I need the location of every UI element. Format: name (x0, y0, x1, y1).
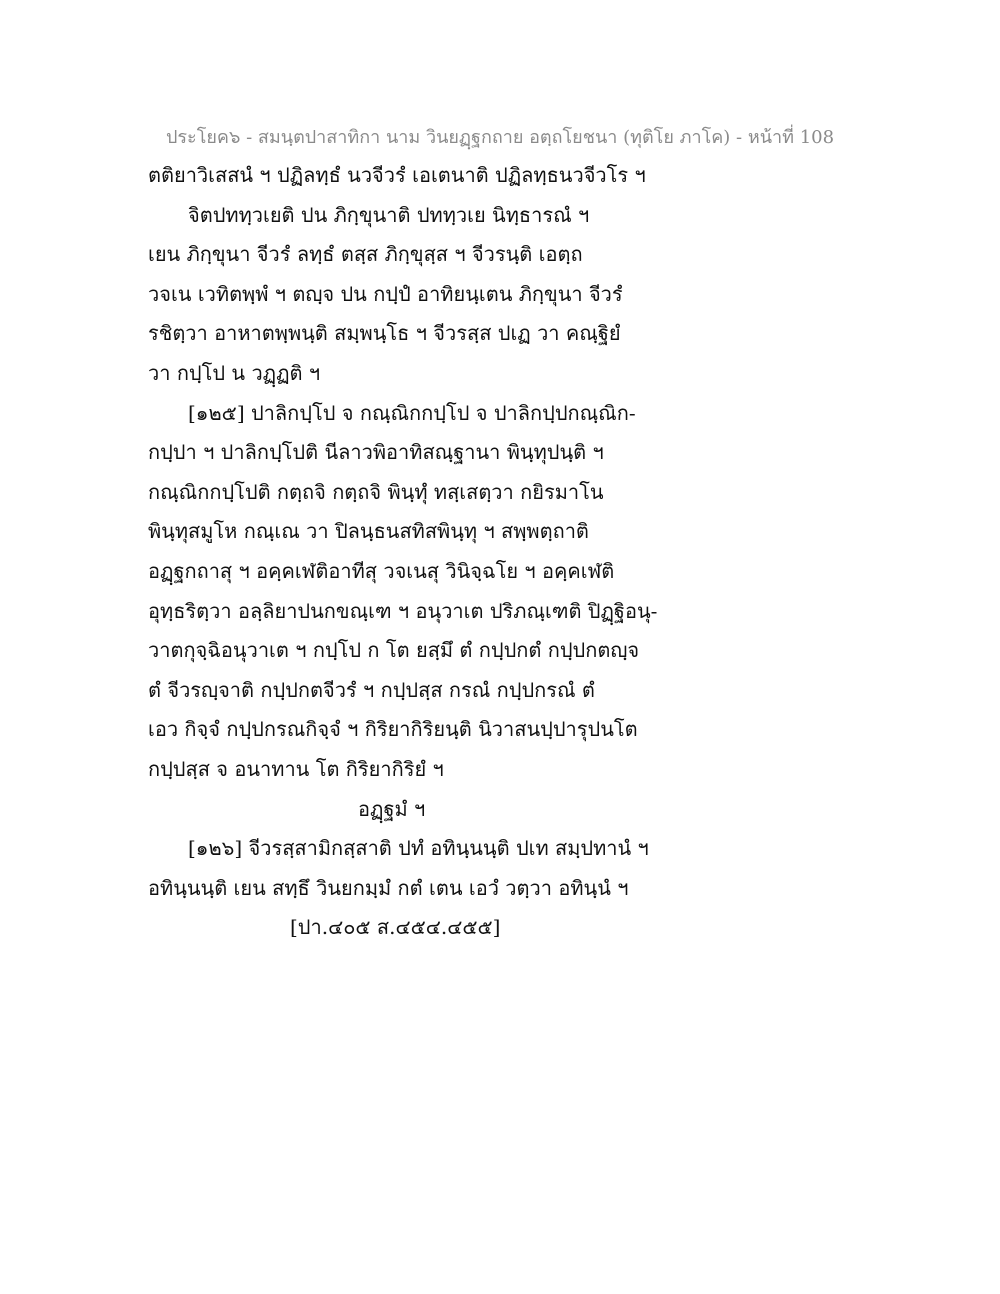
text-line: รชิตฺวา อาหาตพฺพนฺติ สมฺพนฺโธ ฯ จีวรสฺส ปเฏ วา คณฺฐิยํ (148, 321, 621, 346)
section-end-heading: อฏฺฐมํ ฯ (358, 796, 426, 821)
text-line: กปฺปา ฯ ปาลิกปฺโปติ นีลาวพิอาทิสณฺฐานา พินฺทุปนฺติ ฯ (148, 440, 604, 465)
reference-citation: [ปา.๔๐๕ ส.๔๕๔.๔๕๕] (290, 915, 501, 940)
text-line: วาตกุจฺฉิอนุวาเต ฯ กปฺโป ก โต ยสฺมึ ตํ กปฺปกตํ กปฺปกตญฺจ (148, 638, 640, 663)
text-line: วา กปฺโป น วฏฺฏติ ฯ (148, 360, 321, 385)
text-line: อทินฺนนฺติ เยน สทฺธึ วินยกมฺมํ กตํ เตน เอวํ วตฺวา อทินฺนํ ฯ (148, 875, 629, 900)
text-line: จิตปททฺวเยติ ปน ภิกฺขุนาติ ปททฺวเย นิทฺธารณํ ฯ (188, 202, 590, 227)
text-line: ตติยาวิเสสนํ ฯ ปฏิลทฺธํ นวจีวรํ เอเตนาติ ปฏิลทฺธนวจีวโร ฯ (148, 163, 646, 187)
text-line: อฏฺฐกถาสุ ฯ อคฺคเฬติอาทีสุ วจเนสุ วินิจฺฉโย ฯ อคฺคเฬติ (148, 558, 615, 583)
text-line: เอว กิจฺจํ กปฺปกรณกิจฺจํ ฯ กิริยากิริยนฺติ นิวาสนปฺปารุปนโต (148, 717, 638, 742)
page-header: ประโยค๖ - สมนฺตปาสาทิกา นาม วินยฏฺฐกถาย อตฺถโยชนา (ทุติโย ภาโค) - หน้าที่ 108 (165, 127, 835, 148)
text-line: ตํ จีวรญฺจาติ กปฺปกตจีวรํ ฯ กปฺปสฺส กรณํ กปฺปกรณํ ตํ (148, 677, 595, 702)
text-line: พินฺทุสมูโห กณฺเณ วา ปิลนฺธนสทิสพินฺทุ ฯ สพฺพตฺถาติ (148, 519, 589, 544)
text-line: [๑๒๖] จีวรสฺสามิกสฺสาติ ปทํ อทินฺนนฺติ ปเท สมฺปทานํ ฯ (188, 836, 649, 861)
body-text (148, 156, 668, 948)
text-line: วจเน เวทิตพฺพํ ฯ ตญฺจ ปน กปฺปํ อาทิยนฺเตน ภิกฺขุนา จีวรํ (148, 281, 623, 306)
text-line: กปฺปสฺส จ อนาทาน โต กิริยากิริยํ ฯ (148, 756, 444, 781)
text-line: [๑๒๕] ปาลิกปฺโป จ กณฺณิกกปฺโป จ ปาลิกปฺปกณฺณิก- (188, 400, 636, 425)
text-line: อุทฺธริตฺวา อลฺลิยาปนกขณฺเฑ ฯ อนุวาเต ปริภณฺเฑติ ปิฏฺฐิอนุ- (148, 598, 658, 623)
text-line: เยน ภิกฺขุนา จีวรํ ลทฺธํ ตสฺส ภิกฺขุสฺส ฯ จีวรนฺติ เอตฺถ (148, 242, 583, 267)
text-line: กณฺณิกกปฺโปติ กตฺถจิ กตฺถจิ พินฺทุํ ทสฺเสตฺวา กยิรมาโน (148, 479, 604, 504)
